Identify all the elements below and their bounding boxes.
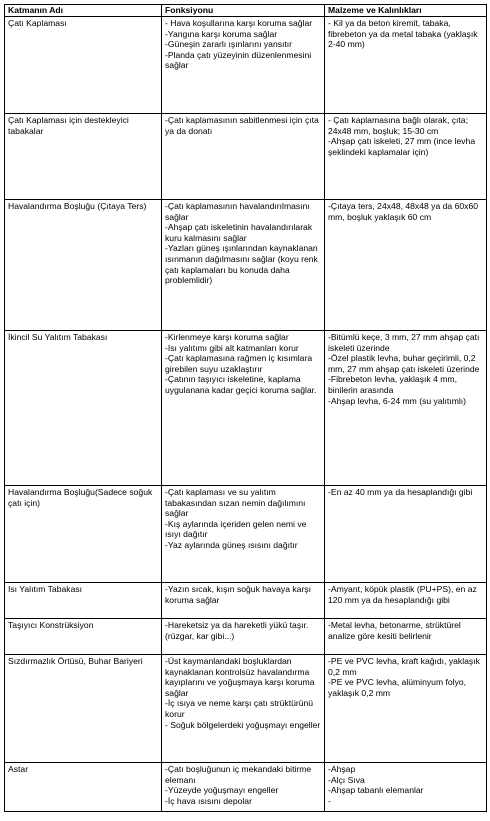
function-line: -Kirlenmeye karşı koruma sağlar <box>165 332 289 342</box>
material-line: - Çatı kaplamasına bağlı olarak, çıta; 24x48 mm, boşluk; 15-30 cm <box>328 115 468 136</box>
material-cell <box>325 583 487 619</box>
material-line: -Ahşap çatı iskeleti, 27 mm (ince levha şeklindeki kaplamalar için) <box>328 136 476 157</box>
material-line: - Kil ya da beton kiremit, tabaka, fibrebeton ya da metal tabaka (yaklaşık 2-40 mm) <box>328 18 478 50</box>
function-line: -Üst kaymanlandaki boşluklardan kaynaklanan kontrolsüz havalandırma kayıplarını ve yoğuşmaya karşı koruma sağlar <box>165 656 315 698</box>
material-line: -Ahşap levha, 6-24 mm (su yalıtımlı) <box>328 395 467 406</box>
material-line: -Ahşap <box>328 764 356 774</box>
function-cell <box>162 619 325 655</box>
function-line: -Güneşin zararlı ışınlarını yansıtır <box>165 39 293 50</box>
function-line: -Yazın sıcak, kışın soğuk havaya karşı koruma sağlar <box>165 584 311 605</box>
material-cell <box>325 331 487 486</box>
function-cell <box>162 200 325 331</box>
table-row <box>5 114 487 200</box>
table-row <box>5 583 487 619</box>
layer-name-cell: Çatı Kaplaması <box>5 17 162 114</box>
material-line: -Ahşap tabanlı elemanlar <box>328 785 424 796</box>
function-line: -Yangına karşı koruma sağlar <box>165 28 278 39</box>
function-cell <box>162 331 325 486</box>
material-line: -Özel plastik levha, buhar geçirimli, 0,2 mm, 27 mm ahşap çatı iskeleti üzerinde <box>328 353 480 374</box>
function-line: -Çatının taşıyıcı iskeletine, kaplama uygulanana kadar geçici koruma sağlar. <box>165 374 317 395</box>
material-line: -Bitümlü keçe, 3 mm, 27 mm ahşap çatı iskeleti üzerinde <box>328 332 480 353</box>
table-row <box>5 655 487 763</box>
function-cell <box>162 583 325 619</box>
material-line: -Amyant, köpük plastik (PU+PS), en az 120 mm ya da hesaplandığı gibi <box>328 584 477 605</box>
table-row <box>5 486 487 583</box>
material-cell <box>325 114 487 200</box>
function-cell <box>162 114 325 200</box>
material-cell <box>325 17 487 114</box>
layer-name-cell: Havalandırma Boşluğu (Çıtaya Ters) <box>5 200 162 331</box>
function-line: -Ahşap çatı iskeletinin havalandırılarak kuru kalmasını sağlar <box>165 222 313 243</box>
material-cell <box>325 763 487 812</box>
roof-layers-table <box>4 4 487 812</box>
function-line: -Çatı kaplamasının sabitlenmesi için çıta ya da donatı <box>165 115 319 136</box>
function-line: -Çatı kaplamasına rağmen iç kısımlara girebilen suyu uzaklaştırır <box>165 353 313 374</box>
material-line: -PE ve PVC levha, alüminyum folyo, yaklaşık 0,2 mm <box>328 677 467 698</box>
function-line: -Planda çatı yüzeyinin düzenlenmesini sağlar <box>165 49 312 71</box>
function-line: -Çatı kaplaması ve su yalıtım tabakasından sızan nemin dağılımını sağlar <box>165 487 306 519</box>
header-material: Malzeme ve Kalınlıkları <box>325 5 487 17</box>
function-cell <box>162 17 325 114</box>
layer-name-cell: İkincil Su Yalıtım Tabakası <box>5 331 162 486</box>
header-function: Fonksiyonu <box>162 5 325 17</box>
material-cell <box>325 200 487 331</box>
function-line: -Yaz aylarında güneş ısısını dağıtır <box>165 539 298 550</box>
function-line: - Soğuk bölgelerdeki yoğuşmayı engeller <box>165 719 321 730</box>
function-cell <box>162 763 325 812</box>
function-line: -İç ısıya ve neme karşı çatı strüktürünü korur <box>165 698 314 719</box>
table-row <box>5 200 487 331</box>
function-line: -Kış aylarında içeriden gelen nemi ve ısıyı dağıtır <box>165 518 307 540</box>
material-line: -PE ve PVC levha, kraft kağıdı, yaklaşık 0,2 mm <box>328 656 480 677</box>
material-line: - <box>328 795 331 806</box>
header-layer-name: Katmanın Adı <box>5 5 162 17</box>
table-header-row <box>5 5 487 17</box>
material-line: -Metal levha, betonarme, strüktürel analize göre kesiti belirlenir <box>328 620 461 641</box>
material-line: -Fibrebeton levha, yaklaşık 4 mm, binilerin arasında <box>328 374 457 395</box>
table-row <box>5 17 487 114</box>
function-line: -Yazları güneş ışınlarından kaynaklanan ısınmanın dağılmasını sağlar (koyu renk çatı kaplamaları bu konuda daha problemlidir) <box>165 243 318 286</box>
table-row <box>5 763 487 812</box>
layer-name-cell: Taşıyıcı Konstrüksiyon <box>5 619 162 655</box>
material-cell <box>325 655 487 763</box>
function-line: -Çatı kaplamasının havalandırılmasını sağlar <box>165 201 310 222</box>
table-row <box>5 331 487 486</box>
function-line: -İç hava ısısını depolar <box>165 795 252 806</box>
layer-name-cell: Isı Yalıtım Tabakası <box>5 583 162 619</box>
function-line: -Hareketsiz ya da hareketli yükü taşır. (rüzgar, kar gibi...) <box>165 620 309 641</box>
function-cell <box>162 655 325 763</box>
table-row <box>5 619 487 655</box>
layer-name-cell: Havalandırma Boşluğu(Sadece soğuk çatı için) <box>5 486 162 583</box>
layer-name-cell: Astar <box>5 763 162 812</box>
function-line: -Isı yalıtımı gibi alt katmanları korur <box>165 342 299 353</box>
layer-name-cell: Sızdırmazlık Örtüsü, Buhar Bariyeri <box>5 655 162 763</box>
material-line: -Çıtaya ters, 24x48, 48x48 ya da 60x60 mm, boşluk yaklaşık 60 cm <box>328 201 479 222</box>
material-line: -Alçı Sıva <box>328 774 365 785</box>
function-line: -Çatı boşluğunun iç mekandaki bitirme elemanı <box>165 764 312 785</box>
function-cell <box>162 486 325 583</box>
material-line: -En az 40 mm ya da hesaplandığı gibi <box>328 487 473 497</box>
function-line: - Hava koşullarına karşı koruma sağlar <box>165 18 313 28</box>
material-cell <box>325 486 487 583</box>
material-cell <box>325 619 487 655</box>
layer-name-cell: Çatı Kaplaması için destekleyici tabakalar <box>5 114 162 200</box>
function-line: -Yüzeyde yoğuşmayı engeller <box>165 785 279 796</box>
